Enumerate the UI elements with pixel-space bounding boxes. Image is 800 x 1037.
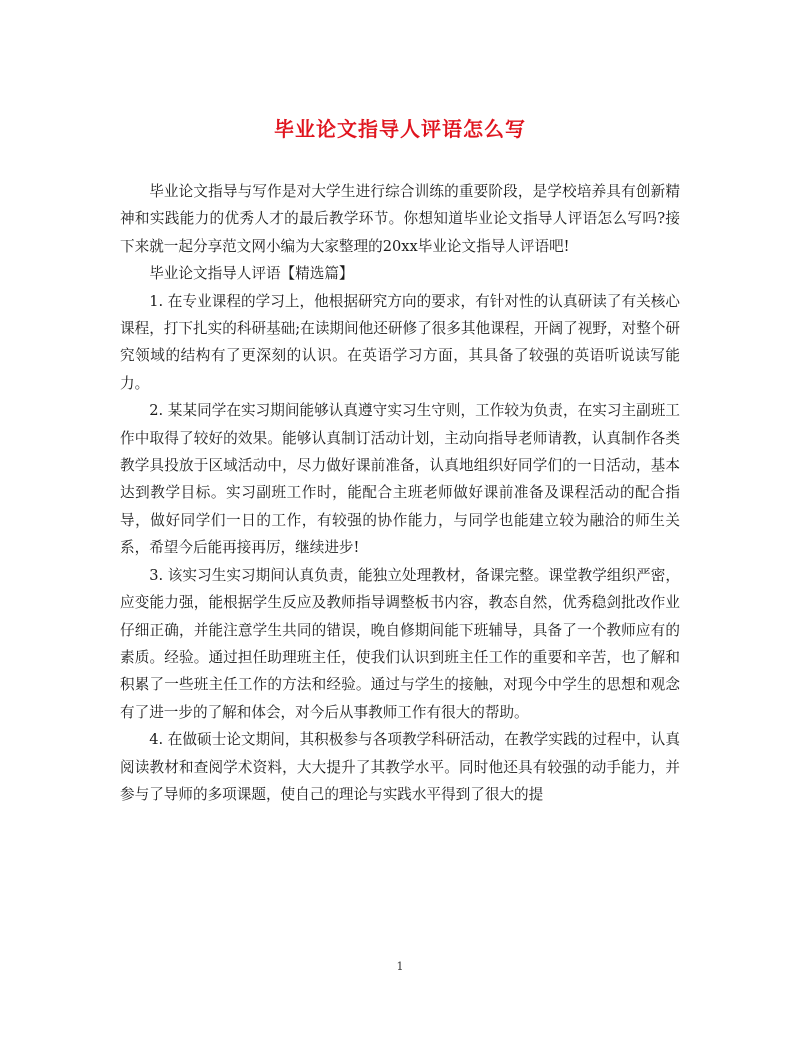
comment-paragraph-4: 4. 在做硕士论文期间，其积极参与各项教学科研活动，在教学实践的过程中，认真阅读教材和查阅学术资料，大大提升了其教学水平。同时他还具有较强的动手能力，并参与了导师的多项课题，使自己的理论与实践水平得到了很大的提 (120, 731, 680, 803)
page-title: 毕业论文指导人评语怎么写 (274, 117, 526, 141)
comment-paragraph-3: 3. 该实习生实习期间认真负责，能独立处理教材，备课完整。课堂教学组织严密，应变能力强，能根据学生反应及教师指导调整板书内容，教态自然，优秀稳剑批改作业仔细正确，并能注意学生共同的错误，晚自修期间能下班辅导，具备了一个教师应有的素质。经验。通过担任助理班主任，使我们认识到班主任工作的重要和辛苦，也了解和积累了一些班主任工作的方法和经验。通过与学生的接触，对现今中学生的思想和观念有了进一步的了解和体会，对今后从事教师工作有很大的帮助。 (120, 566, 680, 721)
section-heading: 毕业论文指导人评语【精选篇】 (149, 265, 354, 283)
intro-paragraph: 毕业论文指导与写作是对大学生进行综合训练的重要阶段，是学校培养具有创新精神和实践能力的优秀人才的最后教学环节。你想知道毕业论文指导人评语怎么写吗?接下来就一起分享范文网小编为大家整理的20xx毕业论文指导人评语吧! (120, 183, 680, 255)
page-number: 1 (396, 960, 404, 973)
comment-paragraph-1: 1. 在专业课程的学习上，他根据研究方向的要求，有针对性的认真研读了有关核心课程，打下扎实的科研基础;在读期间他还研修了很多其他课程，开阔了视野，对整个研究领域的结构有了更深刻的认识。在英语学习方面，其具备了较强的英语听说读写能力。 (120, 292, 680, 392)
comment-paragraph-2: 2. 某某同学在实习期间能够认真遵守实习生守则，工作较为负责，在实习主副班工作中取得了较好的效果。能够认真制订活动计划，主动向指导老师请教，认真制作各类教学具投放于区域活动中，尽力做好课前准备，认真地组织好同学们的一日活动，基本达到教学目标。实习副班工作时，能配合主班老师做好课前准备及课程活动的配合指导，做好同学们一日的工作，有较强的协作能力，与同学也能建立较为融洽的师生关系，希望今后能再接再厉，继续进步! (120, 402, 680, 557)
document-body (120, 178, 680, 808)
